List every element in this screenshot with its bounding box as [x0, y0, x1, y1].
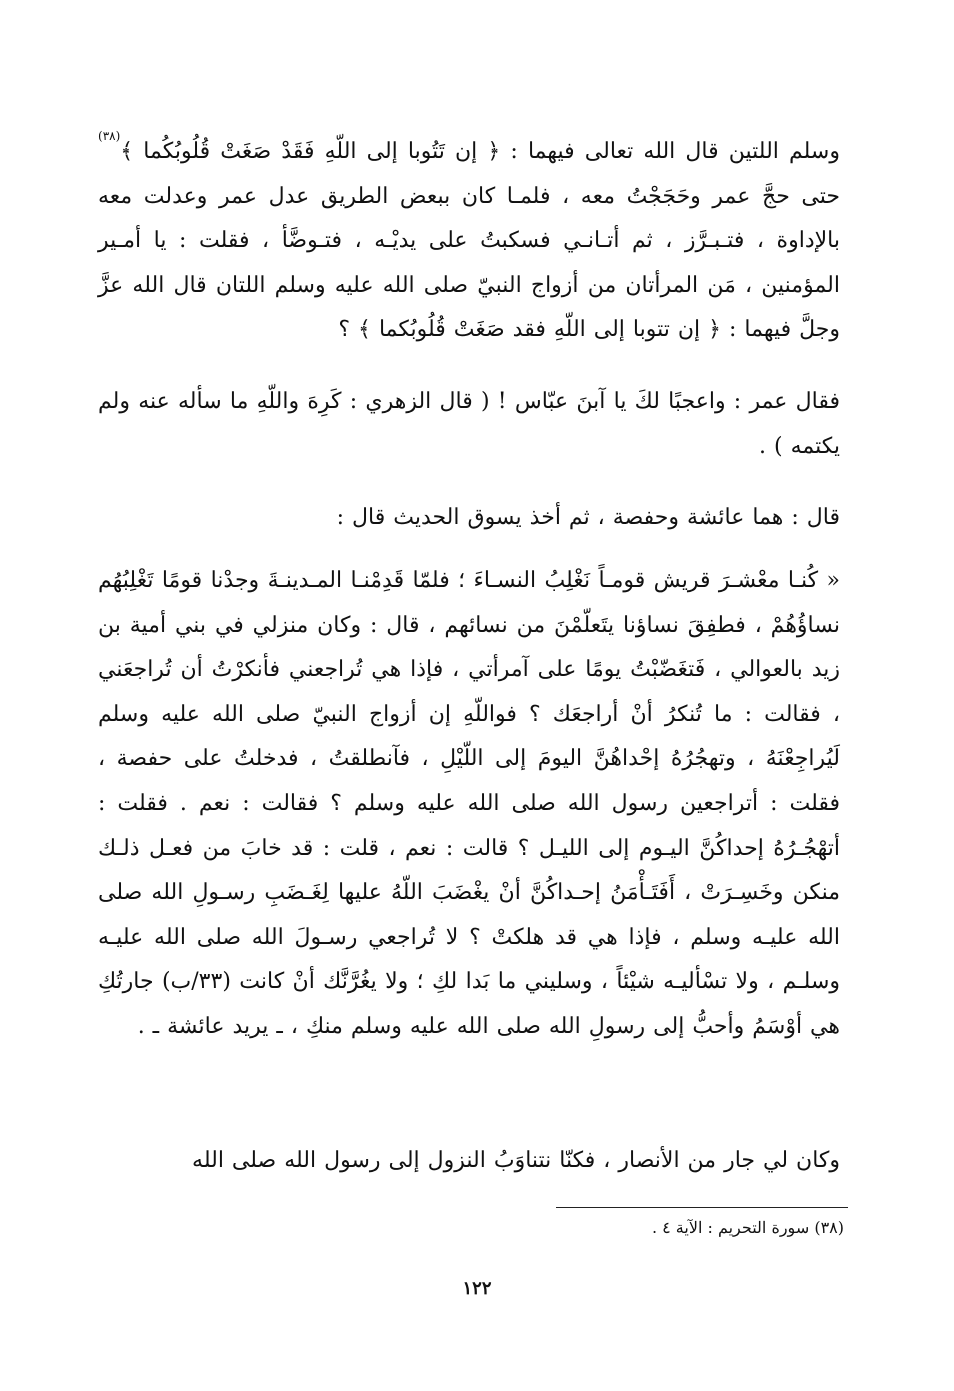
footnote-divider [556, 1207, 848, 1208]
paragraph-5-text: وكان لي جار من الأنصار ، فكنّا نتناوَبُ النزول إلى رسول الله صلى الله [192, 1148, 840, 1173]
paragraph-2 [98, 380, 840, 469]
paragraph-2-text: فقال عمر : واعجبًا لكَ يا آبنَ عبّاس ! ( قال الزهري : كَرِهَ واللّهِ ما سأله عنه ولم يكتمه ) . [98, 389, 840, 459]
footnote-reference: (٣٨) [98, 129, 121, 143]
footnote: (٣٨) سورة التحريم : الآية ٤ . [651, 1218, 844, 1237]
paragraph-1-text: وسلم اللتين قال الله تعالى فيهما : ﴿ إن تَتُوبا إلى اللّهِ فَقَدْ صَغَتْ قُلُوبُكُما ﴾ [120, 139, 840, 164]
page-number: ١٢٢ [462, 1278, 492, 1299]
paragraph-5 [98, 1139, 840, 1184]
paragraph-4-text: « كُنـا معْشـرَ قريش قومـاً نَغْلِبُ النسـاءَ ؛ فلمّا قَدِمْنـا المـدينـةَ وجدْنا قومًا تَغْلِبُهُم نساؤُهُمْ ، فطفِقَ نساؤنا يتَعلّمْنَ من نسائهم ، قال : وكان منزلي في بني أمية بن زيد بالعوالي ، فَتغَضّبْتُ يومًا على آمرأتي ، فإذا هي تُراجعني فأنكرْتُ أن تُراجعَني ، فقالت : ما تُنكرُ أنْ أراجعَك ؟ فواللّهِ إن أزواج النبيّ صلى الله عليه وسلم لَيُراجِعْنَهُ ، وتهجُرُهُ إحْداهُنَّ اليومَ إلى اللّيْلِ ، فآنطلقتُ ، فدخلتُ على حفصة ، فقلت : أتراجعين رسول الله صلى الله عليه وسلم ؟ فقالت : نعم . فقلت : أتهْجُـرُهُ إحداكُنَّ اليـوم إلى الليـل ؟ قالت : نعم ، قلت : قد خابَ من فعـل ذلـك منكن وخَسِـرَتْ ، أَفَتَـأْمَنُ إحـداكُنَّ أنْ يغْضَبَ اللّهُ عليها لِغَـضَبِ رسـولِ الله صلى الله عليـه وسلم ، فإذا هي قد هلكتْ ؟ لا تُراجعي رسـولَ الله صلى الله عليـه وسلـم ، ولا تسْأليـه شيْئاً ، وسليني ما بَدا لكِ ؛ ولا يغُرَّنَّك أنْ كانت (٣٣/ب) جارتُكِ هي أوْسَمُ وأحبُّ إلى رسولِ الله صلى الله عليه وسلم منكِ ، ـ يريد عائشة ـ . [98, 568, 840, 1039]
paragraph-1 [98, 130, 840, 353]
paragraph-3-text: قال : هما عائشة وحفصة ، ثم أخذ يسوق الحديث قال : [336, 505, 840, 530]
paragraph-3 [98, 496, 840, 541]
paragraph-1-continuation: حتى حجَّ عمر وحَجَجْتُ معه ، فلمـا كان ببعض الطريق عدل عمر وعدلت معه بالإداوة ، فتـبـرَّز ، ثم أتـانـي فسكبتُ على يديْـه ، فتـوضَّأ ، فقلت : يا أمـير المؤمنين ، مَن المرأتان من أزواج النبيّ صلى الله عليه وسلم اللتان قال الله عزَّ وجلَّ فيهما : ﴿ إن تتوبا إلى اللّهِ فقد صَغَتْ قُلُوبُكما ﴾ ؟ [98, 183, 840, 343]
paragraph-4 [98, 559, 840, 1050]
